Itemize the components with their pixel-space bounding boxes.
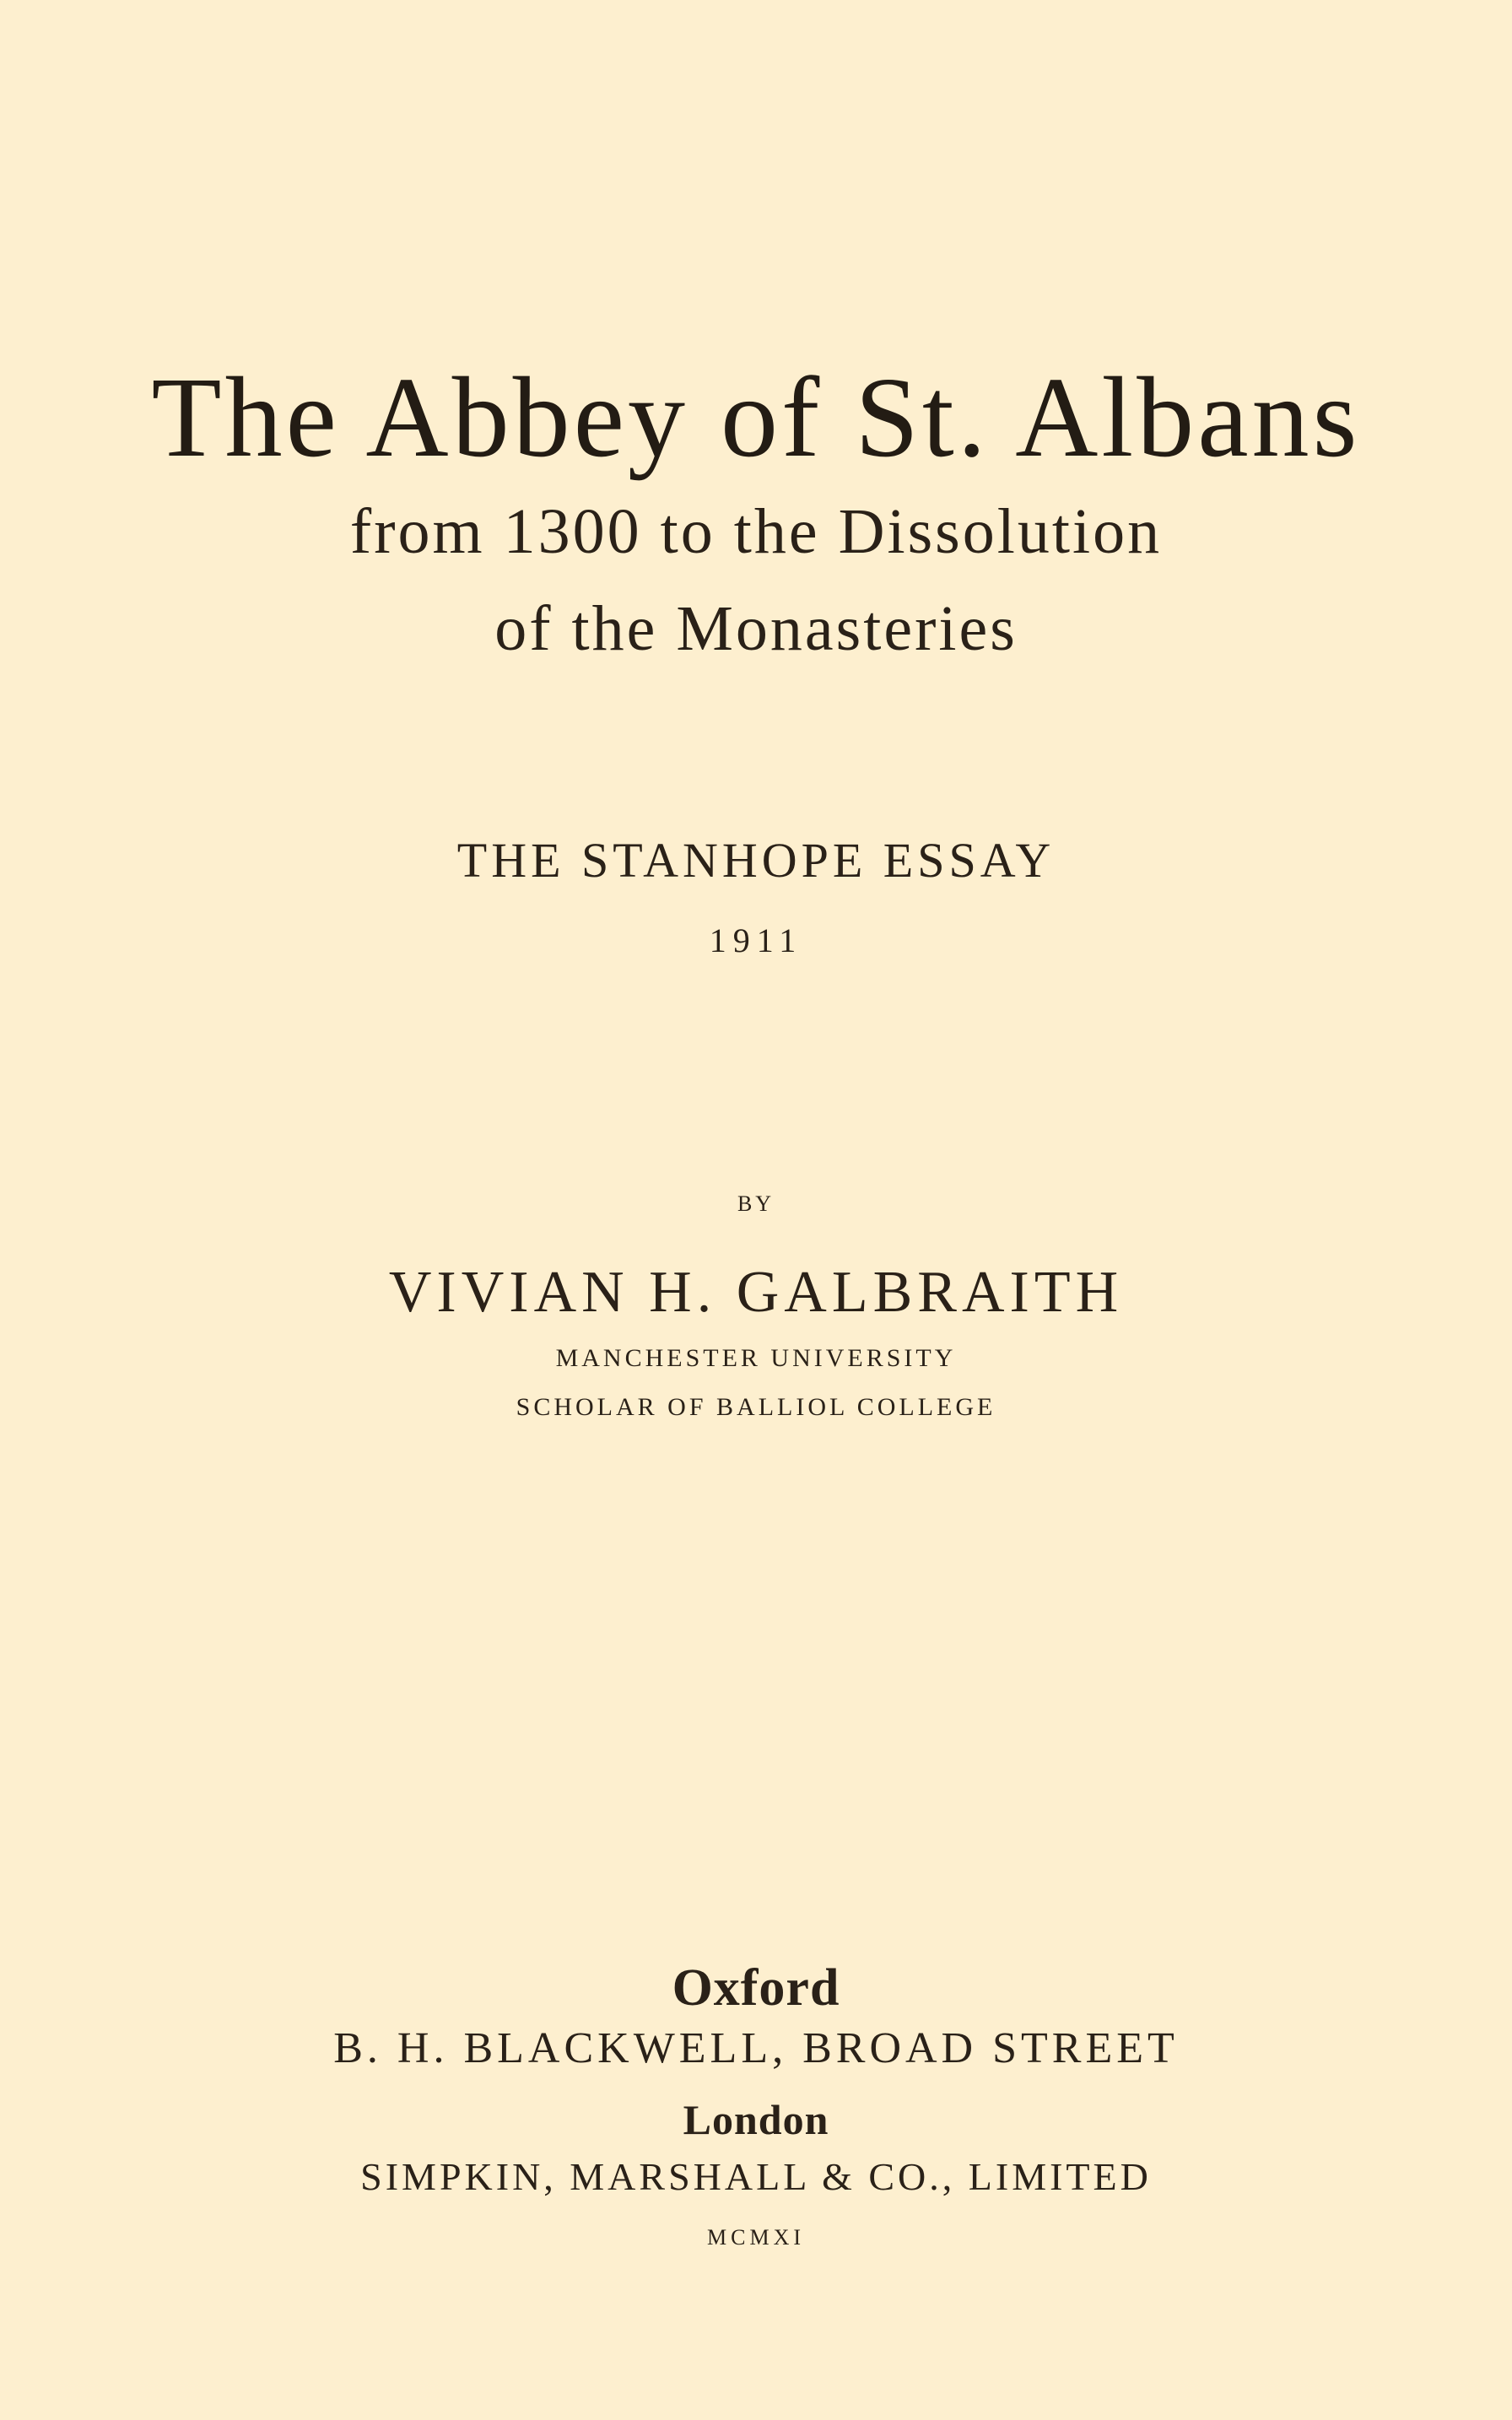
imprint-publisher-2: SIMPKIN, MARSHALL & CO., LIMITED	[360, 2155, 1152, 2198]
essay-year: 1911	[709, 921, 803, 959]
essay-name: THE STANHOPE ESSAY	[456, 833, 1056, 888]
imprint-publisher-1: B. H. BLACKWELL, BROAD STREET	[333, 2024, 1179, 2072]
author-affiliation-1: MANCHESTER UNIVERSITY	[555, 1344, 957, 1372]
subtitle-line-2: of the Monasteries	[494, 593, 1018, 664]
imprint-city-london: London	[683, 2096, 829, 2143]
subtitle-line-1: from 1300 to the Dissolution	[349, 496, 1163, 567]
author-affiliation-2: SCHOLAR OF BALLIOL COLLEGE	[516, 1393, 996, 1421]
by-label: BY	[737, 1191, 775, 1216]
author-name: VIVIAN H. GALBRAITH	[388, 1260, 1124, 1325]
imprint-year: MCMXI	[706, 2225, 805, 2250]
imprint-city-oxford: Oxford	[672, 1959, 840, 2017]
book-title: The Abbey of St. Albans	[151, 354, 1361, 481]
